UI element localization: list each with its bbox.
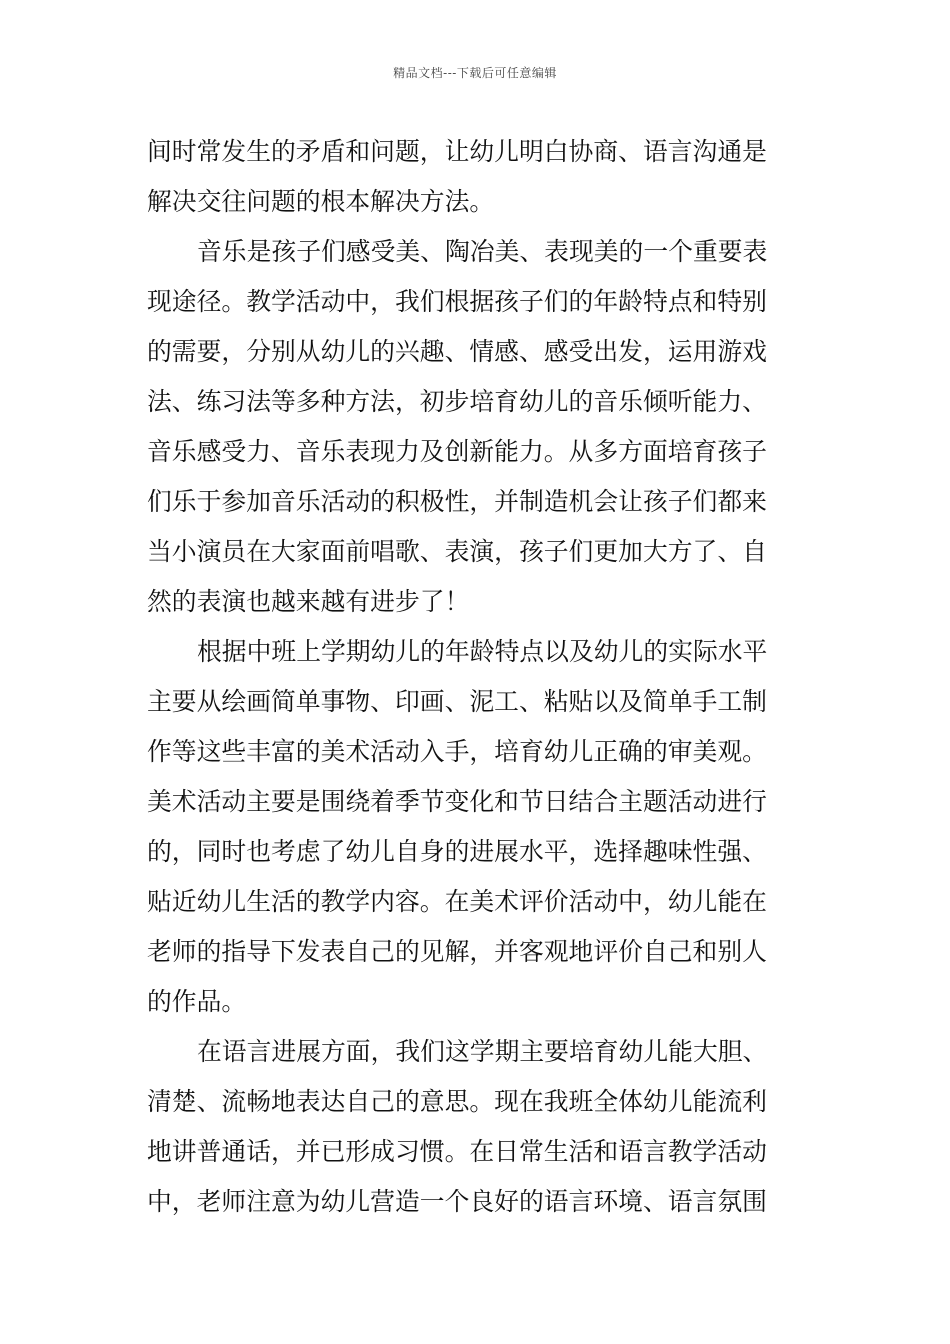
text-line: 当小演员在大家面前唱歌、表演，孩子们更加大方了、自 — [147, 537, 767, 566]
text-line: 美术活动主要是围绕着季节变化和节日结合主题活动进行 — [147, 787, 767, 816]
paragraph-start-line: 在语言进展方面，我们这学期主要培育幼儿能大胆、 — [197, 1037, 768, 1066]
text-line: 清楚、流畅地表达自己的意思。现在我班全体幼儿能流利 — [147, 1087, 767, 1116]
page-header: 精品文档---下载后可任意编辑 — [393, 66, 557, 80]
text-line: 然的表演也越来越有进步了！ — [147, 587, 470, 616]
text-line: 的，同时也考虑了幼儿自身的进展水平，选择趣味性强、 — [147, 837, 767, 866]
document-body — [147, 127, 807, 1227]
text-line: 的作品。 — [147, 987, 247, 1016]
text-line: 地讲普通话，并已形成习惯。在日常生活和语言教学活动 — [147, 1137, 767, 1166]
text-line: 现途径。教学活动中，我们根据孩子们的年龄特点和特别 — [147, 287, 767, 316]
text-line: 作等这些丰富的美术活动入手，培育幼儿正确的审美观。 — [147, 737, 767, 766]
text-line: 老师的指导下发表自己的见解，并客观地评价自己和别人 — [147, 937, 767, 966]
text-line: 法、练习法等多种方法，初步培育幼儿的音乐倾听能力、 — [147, 387, 767, 416]
text-line: 贴近幼儿生活的教学内容。在美术评价活动中，幼儿能在 — [147, 887, 767, 916]
text-line: 主要从绘画简单事物、印画、泥工、粘贴以及简单手工制 — [147, 687, 767, 716]
paragraph-start-line: 根据中班上学期幼儿的年龄特点以及幼儿的实际水平 — [197, 637, 768, 666]
text-line: 间时常发生的矛盾和问题，让幼儿明白协商、语言沟通是 — [147, 137, 767, 166]
text-line: 们乐于参加音乐活动的积极性，并制造机会让孩子们都来 — [147, 487, 767, 516]
text-line: 解决交往问题的根本解决方法。 — [147, 187, 495, 216]
text-line: 中，老师注意为幼儿营造一个良好的语言环境、语言氛围 — [147, 1187, 767, 1216]
paragraph-start-line: 音乐是孩子们感受美、陶冶美、表现美的一个重要表 — [197, 237, 768, 266]
text-line: 音乐感受力、音乐表现力及创新能力。从多方面培育孩子 — [147, 437, 767, 466]
text-line: 的需要，分别从幼儿的兴趣、情感、感受出发，运用游戏 — [147, 337, 767, 366]
